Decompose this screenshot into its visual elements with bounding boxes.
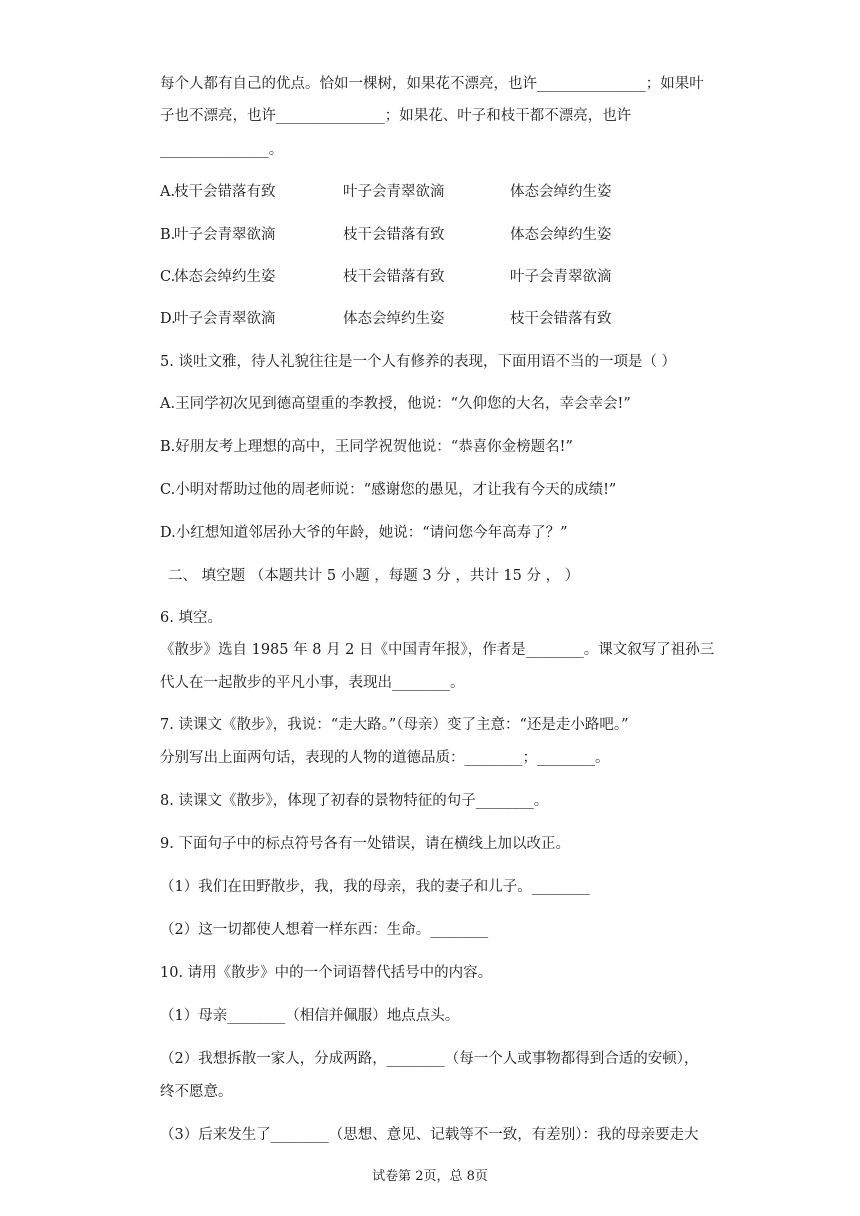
section-heading: 二、 填空题 （本题共计 5 小题 ，每题 3 分 ，共计 15 分 ， ） [168,568,580,584]
option-text-3: 叶子会青翠欲滴 [510,269,612,285]
page-footer: 试卷第 2页，总 8页 [372,1169,488,1184]
q5-stem: 5. 谈吐文雅，待人礼貌往往是一个人有修养的表现，下面用语不当的一项是（ ） [160,354,677,370]
q5-option-d: D.小红想知道邻居孙大爷的年龄，她说：“请问您今年高寿了？” [160,525,568,541]
q10-sentence-3: （3）后来发生了________（思想、意见、记载等不一致，有差别）：我的母亲要走大 [160,1127,699,1143]
q6-line-2: 代人在一起散步的平凡小事，表现出________。 [160,675,465,691]
q10-sentence-2b: 终不愿意。 [160,1084,233,1100]
q5-option-c: C.小明对帮助过他的周老师说：“感谢您的愚见，才让我有今天的成绩!” [160,482,617,498]
q10-stem: 10. 请用《散步》中的一个词语替代括号中的内容。 [160,965,493,981]
option-label: D. [160,311,176,327]
option-text-2: 叶子会青翠欲滴 [343,184,445,200]
option-text-3: 体态会绰约生姿 [510,227,612,243]
q7-line-2: 分别写出上面两句话，表现的人物的道德品质：________；________。 [160,750,610,766]
q5-option-a: A.王同学初次见到德高望重的李教授，他说：“久仰您的大名，幸会幸会!” [160,396,631,412]
option-text-2: 枝干会错落有致 [343,227,445,243]
option-text-2: 体态会绰约生姿 [343,311,445,327]
option-text-1: 叶子会青翠欲滴 [174,311,276,327]
q6-stem: 6. 填空。 [160,610,222,626]
q10-sentence-1: （1）母亲________（相信并佩服）地点点头。 [160,1008,460,1024]
q10-sentence-2a: （2）我想拆散一家人，分成两路，________（每一个人或事物都得到合适的安顿）， [160,1051,699,1067]
q9-stem: 9. 下面句子中的标点符号各有一处错误，请在横线上加以改正。 [160,836,570,852]
option-label: B. [160,227,176,243]
option-text-2: 枝干会错落有致 [343,269,445,285]
q9-sentence-2: （2）这一切都使人想着一样东西：生命。________ [160,922,489,938]
option-text-3: 枝干会错落有致 [510,311,612,327]
intro-line-2: 子也不漂亮，也许_______________；如果花、叶子和枝干都不漂亮，也许 [160,108,632,124]
option-text-1: 枝干会错落有致 [174,184,276,200]
option-text-1: 体态会绰约生姿 [174,269,276,285]
q5-option-b: B.好朋友考上理想的高中，王同学祝贺他说：“恭喜你金榜题名!” [160,439,573,455]
q6-line-1: 《散步》选自 1985 年 8 月 2 日《中国青年报》，作者是________。课文叙写了祖孙三 [160,642,715,658]
option-text-3: 体态会绰约生姿 [510,184,612,200]
intro-line-3: _______________。 [160,142,284,158]
q9-sentence-1: （1）我们在田野散步，我，我的母亲，我的妻子和儿子。________ [160,879,590,895]
option-label: C. [160,269,176,285]
q8-stem: 8. 读课文《散步》，体现了初春的景物特征的句子________。 [160,793,549,809]
intro-line-1: 每个人都有自己的优点。恰如一棵树，如果花不漂亮，也许_______________；如果叶 [160,76,704,92]
option-text-1: 叶子会青翠欲滴 [174,227,276,243]
q7-stem: 7. 读课文《散步》，我说：“走大路。”（母亲）变了主意：“还是走小路吧。” [160,717,629,733]
option-label: A. [160,184,176,200]
